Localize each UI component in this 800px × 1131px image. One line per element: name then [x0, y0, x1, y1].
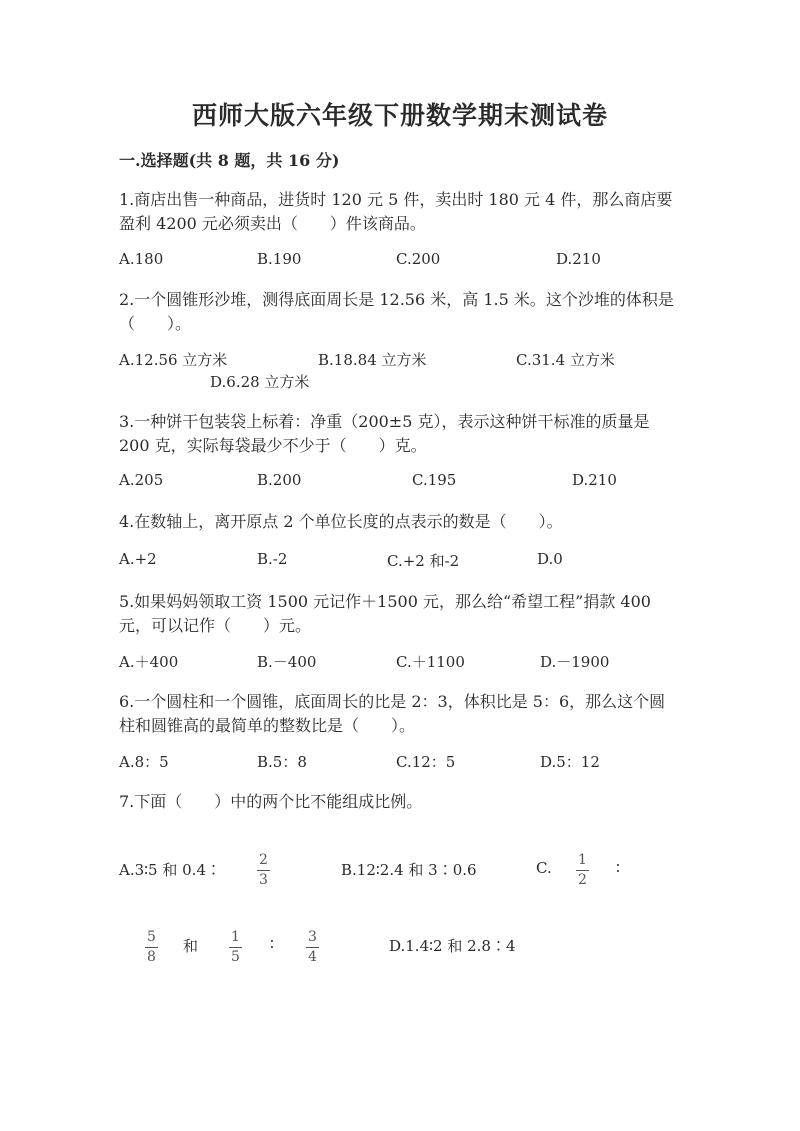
q4-option-b[interactable]: B.-2 [257, 550, 288, 568]
q2-option-c[interactable]: C.31.4 立方米 [516, 351, 615, 369]
and-text: 和 [183, 937, 199, 955]
q1-option-a[interactable]: A.180 [119, 250, 164, 268]
question-3: 3.一种饼干包装袋上标着：净重（200±5 克），表示这种饼干标准的质量是 200 克，实际每袋最少不少于（ ）克。 [119, 412, 650, 455]
question-7: 7.下面（ ）中的两个比不能组成比例。 [119, 792, 423, 811]
q3-option-d[interactable]: D.210 [572, 471, 617, 489]
q3-option-b[interactable]: B.200 [257, 471, 302, 489]
fraction-bar [145, 947, 158, 948]
q1-option-c[interactable]: C.200 [396, 250, 441, 268]
q7-option-a-fraction [257, 853, 270, 888]
fraction-denominator: 8 [147, 949, 156, 965]
q5-option-a[interactable]: A.＋400 [119, 653, 179, 671]
q4-option-a[interactable]: A.+2 [119, 550, 157, 568]
fraction-numerator: 1 [231, 929, 240, 945]
fraction-bar [306, 947, 319, 948]
fraction-denominator: 5 [231, 949, 240, 965]
q7-option-c-fraction-2 [145, 930, 158, 965]
fraction-denominator: 4 [308, 949, 317, 965]
question-6: 6.一个圆柱和一个圆锥，底面周长的比是 2：3，体积比是 5：6，那么这个圆柱和圆锥高的最简单的整数比是（ ）。 [119, 692, 666, 735]
q7-option-d[interactable]: D.1.4∶2 和 2.8∶4 [389, 937, 516, 955]
page-title: 西师大版六年级下册数学期末测试卷 [191, 101, 608, 130]
ratio-colon: ∶ [616, 859, 620, 877]
q1-option-d[interactable]: D.210 [556, 250, 601, 268]
fraction-numerator: 5 [147, 929, 156, 945]
q2-option-d[interactable]: D.6.28 立方米 [210, 373, 310, 391]
q4-option-c[interactable]: C.+2 和-2 [387, 552, 460, 570]
fraction-bar [576, 870, 589, 871]
q7-option-c[interactable]: C. [536, 859, 552, 877]
fraction-denominator: 3 [259, 872, 268, 888]
fraction-numerator: 2 [259, 852, 268, 868]
q7-option-b[interactable]: B.12∶2.4 和 3∶0.6 [341, 861, 477, 879]
q2-option-a[interactable]: A.12.56 立方米 [119, 351, 228, 369]
q5-option-d[interactable]: D.－1900 [540, 653, 610, 671]
question-4: 4.在数轴上，离开原点 2 个单位长度的点表示的数是（ ）。 [119, 512, 563, 531]
question-5: 5.如果妈妈领取工资 1500 元记作＋1500 元，那么给“希望工程”捐款 400 元，可以记作（ ）元。 [119, 592, 651, 635]
q1-option-b[interactable]: B.190 [257, 250, 302, 268]
q6-option-b[interactable]: B.5：8 [257, 753, 307, 771]
q7-option-a[interactable]: A.3∶5 和 0.4∶ [119, 861, 221, 879]
q3-option-a[interactable]: A.205 [119, 471, 164, 489]
q3-option-c[interactable]: C.195 [412, 471, 457, 489]
q7-option-c-fraction-3 [229, 930, 242, 965]
q6-option-c[interactable]: C.12：5 [396, 753, 456, 771]
q2-option-b[interactable]: B.18.84 立方米 [318, 351, 427, 369]
q7-option-c-fraction-4 [306, 930, 319, 965]
fraction-numerator: 1 [578, 852, 587, 868]
fraction-bar [229, 947, 242, 948]
fraction-denominator: 2 [578, 872, 587, 888]
q5-option-c[interactable]: C.＋1100 [396, 653, 465, 671]
q6-option-a[interactable]: A.8：5 [119, 753, 169, 771]
fraction-numerator: 3 [308, 929, 317, 945]
section-heading: 一.选择题(共 8 题，共 16 分) [119, 151, 340, 170]
question-1: 1.商店出售一种商品，进货时 120 元 5 件，卖出时 180 元 4 件，那么商店要盈利 4200 元必须卖出（ ）件该商品。 [119, 190, 673, 233]
ratio-colon: ∶ [270, 935, 274, 953]
question-2: 2.一个圆锥形沙堆，测得底面周长是 12.56 米，高 1.5 米。这个沙堆的体积是（ ）。 [119, 290, 674, 333]
q4-option-d[interactable]: D.0 [537, 550, 563, 568]
q5-option-b[interactable]: B.－400 [257, 653, 317, 671]
q6-option-d[interactable]: D.5：12 [540, 753, 600, 771]
q7-option-c-fraction-1 [576, 853, 589, 888]
fraction-bar [257, 870, 270, 871]
